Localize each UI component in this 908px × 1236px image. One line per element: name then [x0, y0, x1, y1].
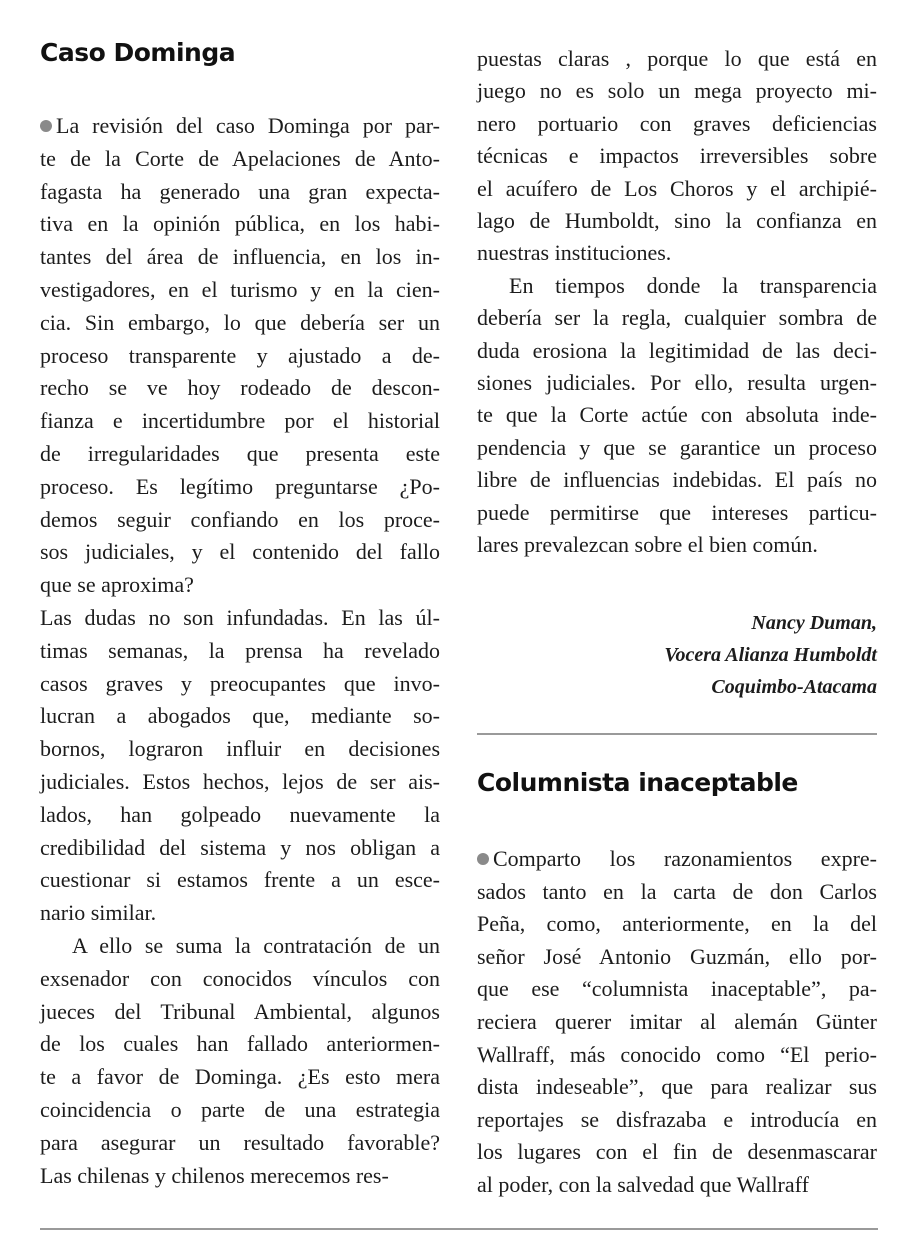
article-title-columnista-inaceptable: Columnista inaceptable	[477, 768, 798, 797]
text-line: reportajes se disfrazaba e introducía en	[477, 1106, 877, 1132]
text-line: cia. Sin embargo, lo que debería ser un	[40, 309, 440, 335]
text-line: señor José Antonio Guzmán, ello por-	[477, 943, 877, 969]
text-line: el acuífero de Los Choros y el archipié-	[477, 175, 877, 201]
signature-line: Vocera Alianza Humboldt	[664, 644, 877, 666]
text-line: Wallraff, más conocido como “El perio-	[477, 1041, 877, 1067]
text-line: lago de Humboldt, sino la confianza en	[477, 208, 877, 233]
text-line: sos judiciales, y el contenido del fallo	[40, 539, 440, 565]
text-line: A ello se suma la contratación de un	[72, 933, 440, 958]
text-line: vestigadores, en el turismo y en la cien-	[40, 277, 440, 302]
text-line: credibilidad del sistema y nos obligan a	[40, 834, 440, 860]
text-line: de los cuales han fallado anteriormen-	[40, 1031, 440, 1057]
text-line: sados tanto en la carta de don Carlos	[477, 878, 877, 904]
text-line: te de la Corte de Apelaciones de Anto-	[40, 145, 440, 171]
text-line-content: La revisión del caso Dominga por par-	[56, 113, 440, 138]
text-line	[40, 109, 440, 142]
text-line: pendencia y que se garantice un proceso	[477, 434, 877, 460]
bullet-icon	[40, 120, 52, 132]
text-line: timas semanas, la prensa ha revelado	[40, 637, 440, 663]
text-line: puestas claras , porque lo que está en	[477, 46, 877, 71]
text-line: demos seguir confiando en los proce-	[40, 506, 440, 532]
text-line: proceso transparente y ajustado a de-	[40, 342, 440, 368]
text-line: duda erosiona la legitimidad de las deci-	[477, 337, 877, 363]
text-line: tantes del área de influencia, en los in-	[40, 244, 440, 270]
text-line: nero portuario con graves deficiencias	[477, 110, 877, 136]
text-line: técnicas e impactos irreversibles sobre	[477, 143, 877, 169]
text-line: En tiempos donde la transparencia	[509, 272, 877, 298]
text-line: Las chilenas y chilenos merecemos res-	[40, 1162, 389, 1188]
text-line: tiva en la opinión pública, en los habi-	[40, 211, 440, 237]
text-line: reciera querer imitar al alemán Günter	[477, 1009, 877, 1034]
signature-line: Coquimbo-Atacama	[711, 676, 877, 698]
page-bottom-rule	[40, 1228, 878, 1230]
text-line: proceso. Es legítimo preguntarse ¿Po-	[40, 473, 440, 499]
text-line: judiciales. Estos hechos, lejos de ser ais-	[40, 769, 440, 794]
text-line: puede permitirse que intereses particu-	[477, 499, 877, 525]
text-line: te que la Corte actúe con absoluta inde-	[477, 402, 877, 428]
text-line: juego no es solo un mega proyecto mi-	[477, 78, 877, 104]
text-line: coincidencia o parte de una estrategia	[40, 1097, 440, 1122]
text-line: lares prevalezcan sobre el bien común.	[477, 532, 818, 557]
text-line: lados, han golpeado nuevamente la	[40, 801, 440, 827]
text-line: para asegurar un resultado favorable?	[40, 1129, 440, 1155]
text-line: que se aproxima?	[40, 572, 194, 598]
text-line: fianza e incertidumbre por el historial	[40, 408, 440, 434]
text-line: fagasta ha generado una gran expecta-	[40, 178, 440, 204]
text-line: Las dudas no son infundadas. En las úl-	[40, 605, 440, 630]
text-line: jueces del Tribunal Ambiental, algunos	[40, 998, 440, 1024]
article-separator	[477, 733, 877, 735]
text-line: al poder, con la salvedad que Wallraff	[477, 1172, 809, 1197]
text-line: nuestras instituciones.	[477, 240, 672, 266]
text-line: debería ser la regla, cualquier sombra de	[477, 305, 877, 331]
text-line: Peña, como, anteriormente, en la del	[477, 911, 877, 937]
text-line: nario similar.	[40, 900, 157, 926]
text-line: de irregularidades que presenta este	[40, 441, 440, 466]
text-line: lucran a abogados que, mediante so-	[40, 703, 440, 729]
text-line: recho se ve hoy rodeado de descon-	[40, 375, 440, 401]
text-line	[477, 842, 877, 875]
text-line: te a favor de Dominga. ¿Es esto mera	[40, 1064, 440, 1090]
text-line: dista indeseable”, que para realizar sus	[477, 1074, 877, 1100]
text-line: bornos, lograron influir en decisiones	[40, 736, 440, 762]
article-title-caso-dominga: Caso Dominga	[40, 38, 236, 67]
text-line: casos graves y preocupantes que invo-	[40, 670, 440, 696]
text-line-content: Comparto los razonamientos expre-	[493, 846, 877, 871]
text-line: que ese “columnista inaceptable”, pa-	[477, 976, 877, 1002]
text-line: cuestionar si estamos frente a un esce-	[40, 867, 440, 893]
bullet-icon	[477, 853, 489, 865]
signature-line: Nancy Duman,	[751, 612, 877, 634]
text-line: los lugares con el fin de desenmascarar	[477, 1139, 877, 1165]
text-line: exsenador con conocidos vínculos con	[40, 965, 440, 991]
text-line: libre de influencias indebidas. El país no	[477, 467, 877, 493]
text-line: siones judiciales. Por ello, resulta urgen-	[477, 370, 877, 395]
